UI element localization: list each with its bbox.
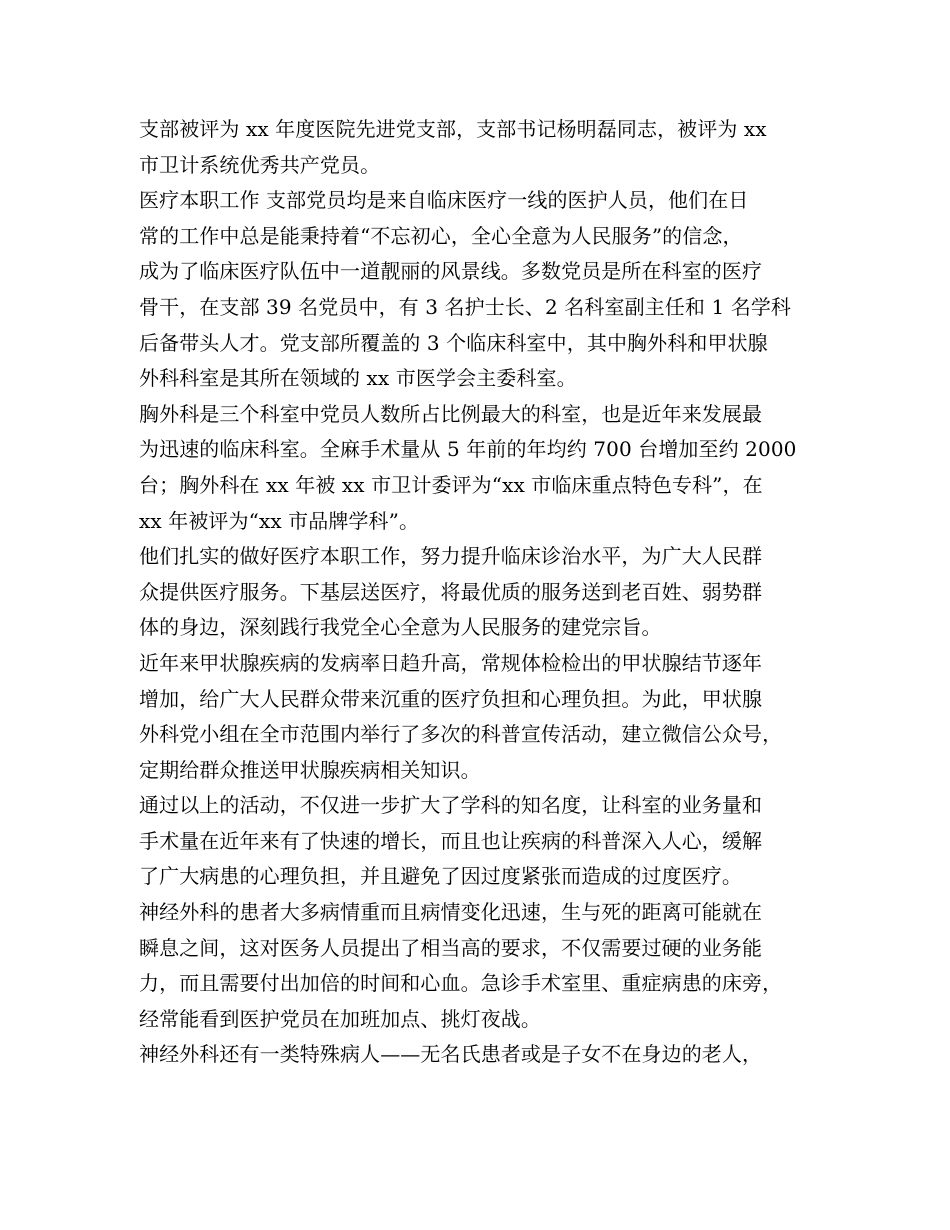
text-line: 他们扎实的做好医疗本职工作，努力提升临床诊治水平，为广大人民群 xyxy=(139,544,763,569)
text-line: 体的身边，深刻践行我党全心全意为人民服务的建党宗旨。 xyxy=(139,615,662,640)
text-line: 外科党小组在全市范围内举行了多次的科普宣传活动，建立微信公众号， xyxy=(139,722,783,747)
text-line: 力，而且需要付出加倍的时间和心血。急诊手术室里、重症病患的床旁， xyxy=(139,971,783,996)
text-line: 医疗本职工作 支部党员均是来自临床医疗一线的医护人员，他们在日 xyxy=(139,188,749,213)
text-line: 定期给群众推送甲状腺疾病相关知识。 xyxy=(139,757,481,782)
text-line: 增加，给广大人民群众带来沉重的医疗负担和心理负担。为此，甲状腺 xyxy=(139,686,763,711)
text-line: 瞬息之间，这对医务人员提出了相当高的要求，不仅需要过硬的业务能 xyxy=(139,935,763,960)
text-line: 近年来甲状腺疾病的发病率日趋升高，常规体检检出的甲状腺结节逐年 xyxy=(139,650,763,675)
text-line: 骨干，在支部 39 名党员中，有 3 名护士长、2 名科室副主任和 1 名学科 xyxy=(139,294,792,319)
text-line: 市卫计系统优秀共产党员。 xyxy=(139,152,381,177)
text-line: 为迅速的临床科室。全麻手术量从 5 年前的年均约 700 台增加至约 2000 xyxy=(139,437,797,462)
document-body xyxy=(139,112,819,1073)
text-line: 支部被评为 xx 年度医院先进党支部，支部书记杨明磊同志，被评为 xx xyxy=(139,117,767,141)
text-line: 通过以上的活动，不仅进一步扩大了学科的知名度，让科室的业务量和 xyxy=(139,793,763,818)
text-line: 胸外科是三个科室中党员人数所占比例最大的科室，也是近年来发展最 xyxy=(139,401,763,426)
text-line: 外科科室是其所在领域的 xx 市医学会主委科室。 xyxy=(139,366,577,391)
text-line: 常的工作中总是能秉持着“不忘初心，全心全意为人民服务”的信念， xyxy=(139,223,743,248)
text-line: xx 年被评为“xx 市品牌学科”。 xyxy=(139,508,420,533)
text-line: 台；胸外科在 xx 年被 xx 市卫计委评为“xx 市临床重点特色专科”，在 xyxy=(139,472,763,497)
text-line: 成为了临床医疗队伍中一道靓丽的风景线。多数党员是所在科室的医疗 xyxy=(139,259,763,284)
text-line: 后备带头人才。党支部所覆盖的 3 个临床科室中，其中胸外科和甲状腺 xyxy=(139,330,768,355)
text-line: 众提供医疗服务。下基层送医疗，将最优质的服务送到老百姓、弱势群 xyxy=(139,579,763,604)
text-line: 神经外科的患者大多病情重而且病情变化迅速，生与死的距离可能就在 xyxy=(139,900,763,925)
text-line: 了广大病患的心理负担，并且避免了因过度紧张而造成的过度医疗。 xyxy=(139,864,742,889)
text-line: 手术量在近年来有了快速的增长，而且也让疾病的科普深入人心，缓解 xyxy=(139,828,763,853)
text-line: 神经外科还有一类特殊病人——无名氏患者或是子女不在身边的老人， xyxy=(139,1042,763,1067)
text-line: 经常能看到医护党员在加班加点、挑灯夜战。 xyxy=(139,1006,541,1031)
